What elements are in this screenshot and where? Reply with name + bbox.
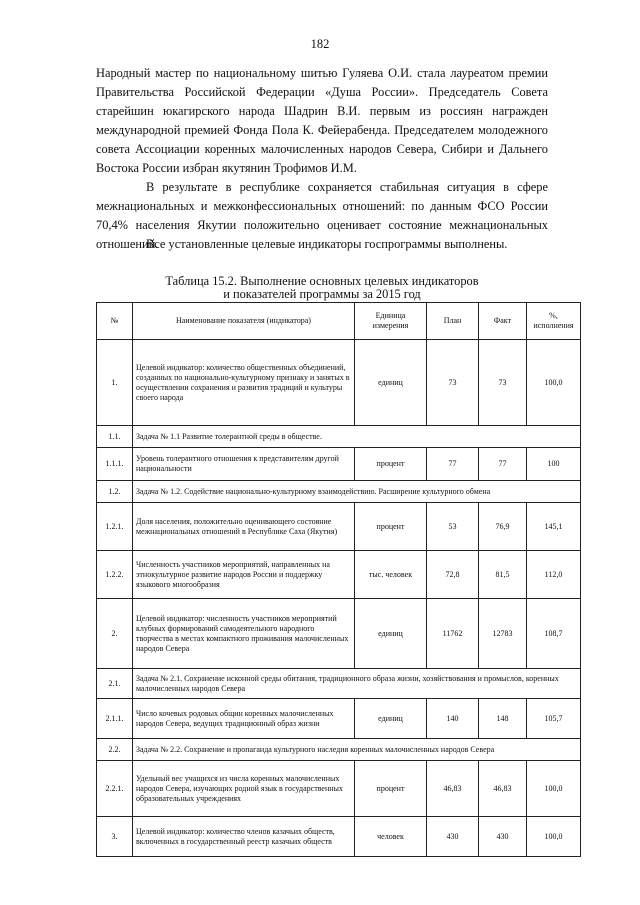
row-name: Целевой индикатор: численность участников мероприятий клубных формирований самодеятельного народного творчества в местах компактного проживания малочисленных народов Севера [133, 599, 355, 669]
header-plan: План [427, 303, 479, 340]
task-row [97, 669, 581, 699]
table-row [97, 340, 581, 426]
row-num: 2.1.1. [97, 699, 133, 739]
row-num: 1.2.1. [97, 503, 133, 551]
task-text: Задача № 1.1 Развитие толерантной среды в обществе. [133, 426, 581, 448]
row-pct: 112,0 [527, 551, 581, 599]
row-num: 1. [97, 340, 133, 426]
row-fact: 77 [479, 448, 527, 481]
task-text: Задача № 2.2. Сохранение и пропаганда культурного наследия коренных малочисленных народов Севера [133, 739, 581, 761]
row-fact: 76,9 [479, 503, 527, 551]
table-row [97, 817, 581, 857]
row-name: Целевой индикатор: количество членов казачьих обществ, включенных в государственный реестр казачьих обществ [133, 817, 355, 857]
row-num: 1.1.1. [97, 448, 133, 481]
task-row [97, 426, 581, 448]
row-fact: 46,83 [479, 761, 527, 817]
row-num: 2.2.1. [97, 761, 133, 817]
header-fact: Факт [479, 303, 527, 340]
row-plan: 72,8 [427, 551, 479, 599]
row-unit: тыс. человек [355, 551, 427, 599]
task-num: 2.1. [97, 669, 133, 699]
task-num: 1.2. [97, 481, 133, 503]
table-row [97, 599, 581, 669]
row-unit: единиц [355, 599, 427, 669]
indicators-table [96, 302, 581, 857]
row-name: Удельный вес учащихся из числа коренных малочисленных народов Севера, изучающих родной язык в государственных образовательных учреждениях [133, 761, 355, 817]
row-pct: 100,0 [527, 761, 581, 817]
row-plan: 73 [427, 340, 479, 426]
table-caption-line1: Таблица 15.2. Выполнение основных целевых индикаторов [165, 274, 479, 288]
table-caption [96, 275, 548, 301]
row-plan: 140 [427, 699, 479, 739]
table-row [97, 551, 581, 599]
row-pct: 100,0 [527, 817, 581, 857]
task-text: Задача № 1.2. Содействие национально-культурному взаимодействию. Расширение культурного обмена [133, 481, 581, 503]
row-name: Численность участников мероприятий, направленных на этнокультурное развитие народов России и поддержку языкового многообразия [133, 551, 355, 599]
table-row [97, 699, 581, 739]
row-name: Целевой индикатор: количество общественных объединений, созданных по национально-культурному признаку и занятых в осуществлении сохранения и развития традиций и культуры своего народа [133, 340, 355, 426]
row-num: 2. [97, 599, 133, 669]
row-unit: процент [355, 503, 427, 551]
row-plan: 430 [427, 817, 479, 857]
row-plan: 46,83 [427, 761, 479, 817]
row-plan: 77 [427, 448, 479, 481]
row-name: Доля населения, положительно оценивающего состояние межнациональных отношений в Республике Саха (Якутия) [133, 503, 355, 551]
task-row [97, 481, 581, 503]
table-row [97, 503, 581, 551]
row-fact: 148 [479, 699, 527, 739]
page-number: 182 [310, 37, 330, 51]
row-num: 3. [97, 817, 133, 857]
header-unit: Единица измерения [355, 303, 427, 340]
row-plan: 11762 [427, 599, 479, 669]
row-fact: 12783 [479, 599, 527, 669]
header-pct: %, исполнения [527, 303, 581, 340]
task-num: 2.2. [97, 739, 133, 761]
table-row [97, 448, 581, 481]
header-num: № [97, 303, 133, 340]
paragraph-stability: В результате в республике сохраняется стабильная ситуация в сфере межнациональных и межконфессиональных отношений: по данным ФСО России 70,4% населения Якутии положительно оценивает состояние межнациональных отношений. [96, 180, 548, 251]
row-fact: 81,5 [479, 551, 527, 599]
row-pct: 100 [527, 448, 581, 481]
row-pct: 108,7 [527, 599, 581, 669]
row-unit: процент [355, 448, 427, 481]
row-name: Уровень толерантного отношения к представителям другой национальности [133, 448, 355, 481]
header-name: Наименование показателя (индикатора) [133, 303, 355, 340]
row-pct: 100,0 [527, 340, 581, 426]
row-num: 1.2.2. [97, 551, 133, 599]
row-unit: единиц [355, 699, 427, 739]
row-pct: 105,7 [527, 699, 581, 739]
row-fact: 430 [479, 817, 527, 857]
table-caption-line2: и показателей программы за 2015 год [223, 287, 421, 301]
row-unit: единиц [355, 340, 427, 426]
paragraph-indicators: Все установленные целевые индикаторы госпрограммы выполнены. [146, 237, 508, 251]
row-name: Число кочевых родовых общин коренных малочисленных народов Севера, ведущих традиционный образ жизни [133, 699, 355, 739]
paragraph-awards: Народный мастер по национальному шитью Гуляева О.И. стала лауреатом премии Правительства Российской Федерации «Душа России». Председатель Совета старейшин юкагирского народа Шадрин В.И. первым из россиян награжден международной премией Фонда Пола К. Фейерабенда. Председателем молодежного совета Ассоциации коренных малочисленных народов Севера, Сибири и Дальнего Востока России избран якутянин Трофимов И.М. [96, 66, 548, 175]
row-plan: 53 [427, 503, 479, 551]
table-row [97, 761, 581, 817]
row-fact: 73 [479, 340, 527, 426]
table-header-row [97, 303, 581, 340]
task-num: 1.1. [97, 426, 133, 448]
task-text: Задача № 2.1. Сохранение исконной среды обитания, традиционного образа жизни, хозяйствования и промыслов, коренных малочисленных народов Севера [133, 669, 581, 699]
row-unit: процент [355, 761, 427, 817]
task-row [97, 739, 581, 761]
row-unit: человек [355, 817, 427, 857]
row-pct: 145,1 [527, 503, 581, 551]
